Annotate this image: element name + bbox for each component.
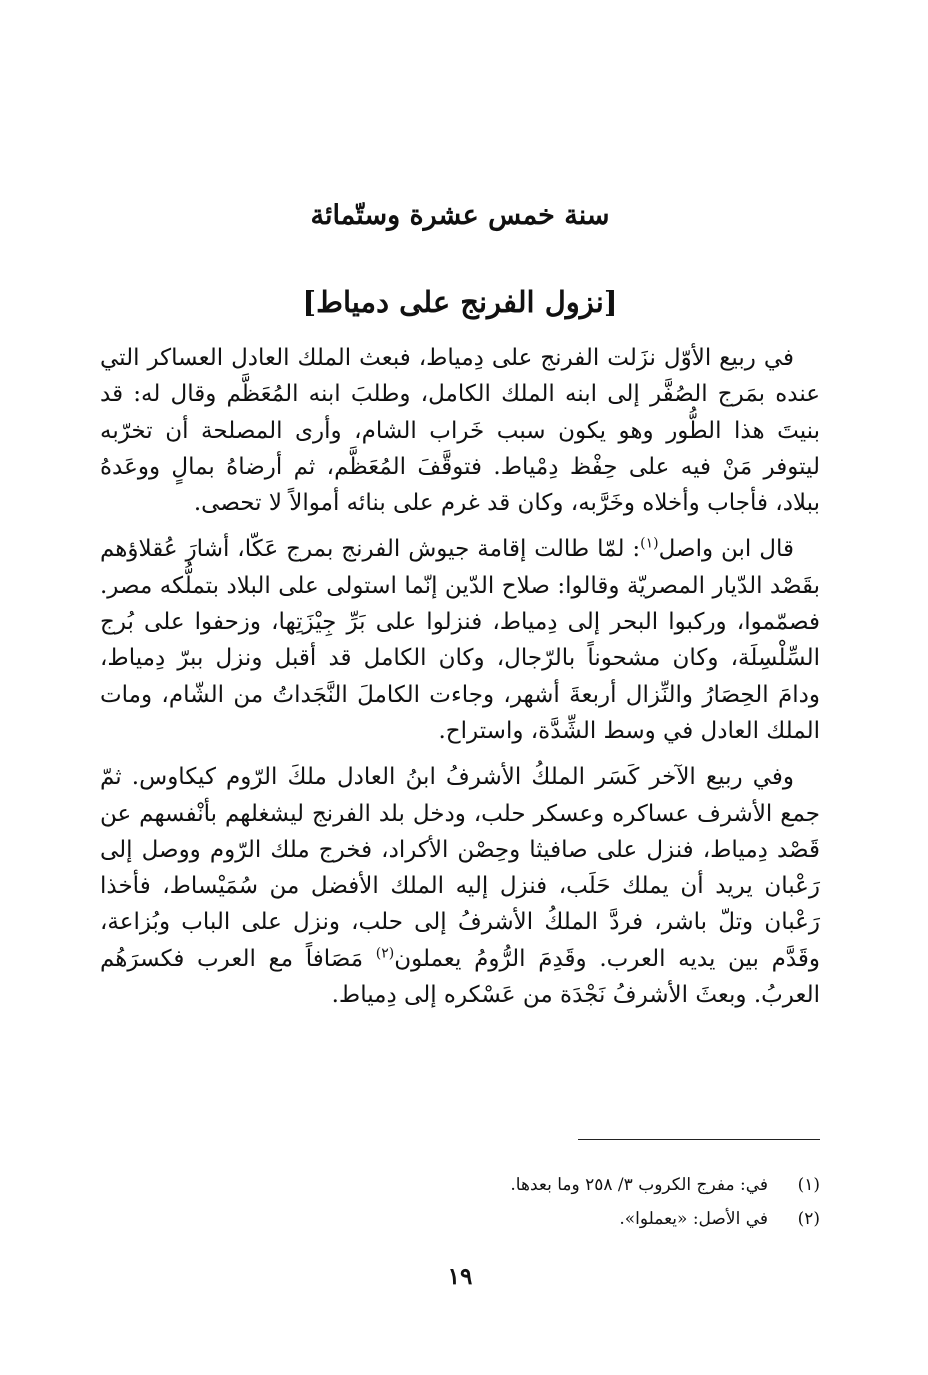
paragraph-text: قال ابن واصل (658, 536, 794, 563)
footnote (100, 1202, 820, 1236)
paragraph (100, 759, 820, 1013)
paragraph (100, 340, 820, 521)
footnote-divider (578, 1139, 820, 1140)
footnote (100, 1168, 820, 1202)
footnotes (100, 1168, 820, 1236)
footnote-text: في الأصل: «يعملوا». (619, 1209, 768, 1229)
paragraph-text: في ربيع الأوّل نزَلت الفرنج على دِمياط، فبعث الملك العادل العساكر التي عنده بمَرج الصُفَّر إلى ابنه الملك الكامل، وطلبَ ابنه المُعَظَّم وقال له: قد بنيتَ هذا الطُّور وهو يكون سبب خَراب الشام، وأرى المصلحة أن تخرّبه ليتوفر مَنْ فيه على حِفْظ دِمْياط. فتوقَّفَ المُعَظَّم، ثم أرضاهُ بمالٍ ووعَدهُ ببلاد، فأجاب وأخلاه وخَرَّبه، وكان قد غرم على بنائه أموالاً لا تحصى. (100, 345, 820, 517)
paragraph (100, 531, 820, 749)
footnote-number: (٢) (797, 1209, 820, 1229)
footnote-reference: (١) (640, 535, 659, 552)
footnote-number: (١) (797, 1175, 820, 1195)
body-text (100, 340, 820, 1023)
paragraph-text: وفي ربيع الآخر كَسَر الملكُ الأشرفُ ابنُ العادل ملكَ الرّوم كيكاوس. ثمّ جمع الأشرف عساكره وعسكر حلب، ودخل بلد الفرنج ليشغلهم بأنْفسهم عن قَصْد دِمياط، فنزل على صافيثا وحِصْن الأكراد، فخرج ملك الرّوم ووصل إلى رَعْبان يريد أن يملك حَلَب، فنزل إليه الملك الأفضل من سُمَيْساط، فأخذا رَعْبان وتلّ باشر، فردَّ الملكُ الأشرفُ إلى حلب، ونزل على الباب وبُزاعة، وقَدَّم بين يديه العرب. وقَدِمَ الرُّومُ يعملون (100, 764, 820, 972)
paragraph-text: مَصَافاً مع العرب فكسرَهُم العربُ. وبعثَ الأشرفُ نَجْدَة من عَسْكره إلى دِمياط. (100, 945, 820, 1009)
footnote-reference: (٢) (375, 945, 395, 962)
page-number: ١٩ (447, 1263, 473, 1290)
footnote-text: في: مفرج الكروب ٣/ ٢٥٨ وما بعدها. (510, 1175, 768, 1195)
paragraph-text: : لمّا طالت إقامة جيوش الفرنج بمرج عَكّا، أشارَ عُقلاؤهم بقَصْد الدّيار المصريّة وقالوا: صلاح الدّين إنّما استولى على البلاد بتملُّكه مصر. فصمّموا، وركبوا البحر إلى دِمياط، فنزلوا على بَرِّ جِيْزَتِها، وزحفوا على بُرج السِّلْسِلَة، وكان مشحوناً بالرّجال، وكان الكامل قد أقبل ونزل ببرّ دِمياط، ودامَ الحِصَارُ والنِّزال أربعةَ أشهر، وجاءت الكاملَ النَّجَداتُ من الشّام، ومات الملك العادل في وسط الشِّدَّة، واستراح. (100, 536, 820, 744)
section-heading: [نزول الفرنج على دمياط] (302, 285, 618, 319)
year-heading: سنة خمس عشرة وستّمائة (310, 200, 610, 231)
